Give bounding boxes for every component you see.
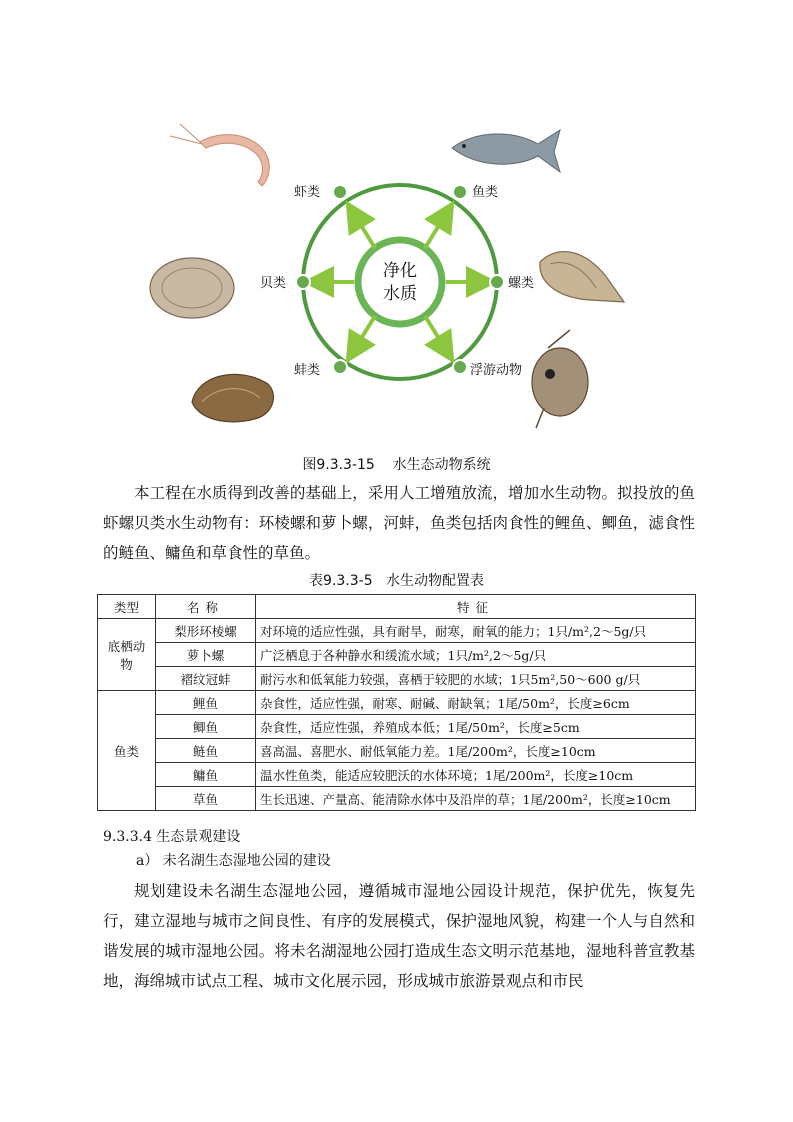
table-row xyxy=(98,643,696,667)
aquatic-animal-table xyxy=(97,594,696,811)
center-circle xyxy=(358,240,442,324)
table-row xyxy=(98,787,696,811)
animal-feature: 温水性鱼类，能适应较肥沃的水体环境；1尾/200m²，长度≥10cm xyxy=(256,763,696,787)
plankton-illustration xyxy=(532,330,588,428)
animal-name: 鳙鱼 xyxy=(156,763,256,787)
animal-feature: 对环境的适应性强，具有耐旱，耐寒，耐氧的能力；1只/m²,2～5g/只 xyxy=(256,619,696,643)
table-row xyxy=(98,691,696,715)
paragraph-stocking: 本工程在水质得到改善的基础上，采用人工增殖放流，增加水生动物。拟投放的鱼虾螺贝类水生动物有：环棱螺和萝卜螺，河蚌，鱼类包括肉食性的鲤鱼、鲫鱼，滤食性的鲢鱼、鳙鱼和草食性的草鱼。 xyxy=(103,484,695,562)
subsection-heading: a） 未名湖生态湿地公园的建设 xyxy=(136,853,331,869)
label-plankton: 浮游动物 xyxy=(470,363,523,378)
paragraph-wetland-park: 规划建设未名湖生态湿地公园，遵循城市湿地公园设计规范，保护优先，恢复先行，建立湿地与城市之间良性、有序的发展模式，保护湿地风貌，构建一个人与自然和谐发展的城市湿地公园。将未名湖湿地公园打造成生态文明示范基地，湿地科普宣教基地，海绵城市试点工程、城市文化展示园，形成城市旅游景观点和市民 xyxy=(103,882,695,990)
animal-name: 草鱼 xyxy=(156,787,256,811)
shell-illustration xyxy=(150,258,234,318)
label-shell: 贝类 xyxy=(260,276,287,291)
animal-name: 鲫鱼 xyxy=(156,715,256,739)
header-type: 类型 xyxy=(98,595,156,619)
animal-name: 萝卜螺 xyxy=(156,643,256,667)
header-feature: 特征 xyxy=(256,595,696,619)
animal-name: 鲤鱼 xyxy=(156,691,256,715)
label-fish: 鱼类 xyxy=(472,185,499,200)
label-shrimp: 虾类 xyxy=(294,185,321,200)
label-clam: 蚌类 xyxy=(294,363,321,378)
animal-name: 褶纹冠蚌 xyxy=(156,667,256,691)
table-caption: 表9.3.3-5 水生动物配置表 xyxy=(309,573,484,589)
animal-name: 鲢鱼 xyxy=(156,739,256,763)
table-header-row xyxy=(98,595,696,619)
figure-caption: 图9.3.3-15 水生态动物系统 xyxy=(302,457,491,473)
snail-illustration xyxy=(540,252,624,302)
animal-name: 梨形环棱螺 xyxy=(156,619,256,643)
group-type: 鱼类 xyxy=(98,691,156,811)
animal-feature: 喜高温、喜肥水、耐低氧能力差。1尾/200m²，长度≥10cm xyxy=(256,739,696,763)
animal-feature: 广泛栖息于各种静水和缓流水域；1只/m²,2～5g/只 xyxy=(256,643,696,667)
section-heading: 9.3.3.4 生态景观建设 xyxy=(103,829,241,845)
table-row xyxy=(98,619,696,643)
table-row xyxy=(98,739,696,763)
fish-illustration xyxy=(452,130,560,172)
header-name: 名称 xyxy=(156,595,256,619)
group-type: 底栖动物 xyxy=(98,619,156,691)
animal-feature: 杂食性，适应性强，养殖成本低；1尾/50m²，长度≥5cm xyxy=(256,715,696,739)
shrimp-illustration xyxy=(170,124,269,186)
clam-illustration xyxy=(192,374,273,421)
aquatic-animal-system-diagram xyxy=(140,112,660,452)
table-row xyxy=(98,667,696,691)
center-label-line2: 水质 xyxy=(383,284,417,304)
table-row xyxy=(98,715,696,739)
animal-feature: 生长迅速、产量高、能清除水体中及沿岸的草；1尾/200m²，长度≥10cm xyxy=(256,787,696,811)
animal-feature: 杂食性，适应性强，耐寒、耐碱、耐缺氧；1尾/50m²，长度≥6cm xyxy=(256,691,696,715)
label-snail: 螺类 xyxy=(508,276,535,291)
center-label-line1: 净化 xyxy=(383,261,417,281)
animal-feature: 耐污水和低氧能力较强，喜栖于较肥的水域；1只5m²,50～600 g/只 xyxy=(256,667,696,691)
table-row xyxy=(98,763,696,787)
